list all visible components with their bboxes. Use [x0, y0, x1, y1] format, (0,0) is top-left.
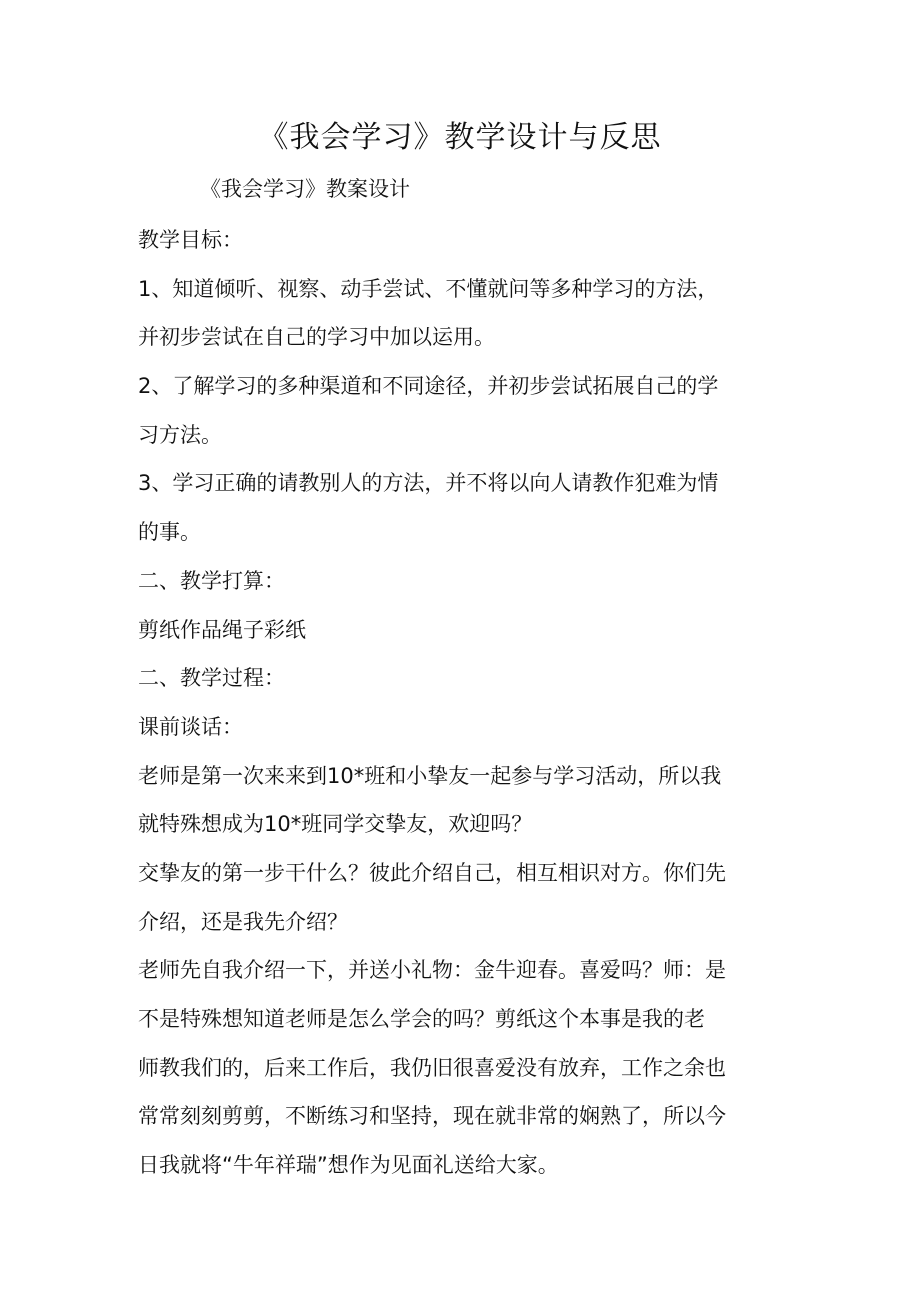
paragraph-line: 习方法。 [138, 422, 222, 447]
paragraph-line: 介绍，还是我先介绍？ [138, 909, 348, 934]
paragraph-line: 剪纸作品绳子彩纸 [138, 617, 306, 642]
heading-objectives: 教学目标： [138, 228, 243, 252]
heading-process: 二、教学过程： [138, 666, 285, 691]
document-body [138, 216, 798, 1190]
heading-preparation: 二、教学打算： [138, 568, 285, 593]
document-subtitle: 《我会学习》教案设计 [200, 177, 410, 201]
paragraph-line: 老师是第一次来来到10*班和小挚友一起参与学习活动，所以我 [138, 763, 722, 788]
heading-pre-class-talk: 课前谈话： [138, 714, 243, 739]
paragraph-line: 不是特殊想知道老师是怎么学会的吗？剪纸这个本事是我的老 [138, 1007, 705, 1031]
paragraph-line: 的事。 [138, 520, 201, 545]
paragraph-line: 并初步尝试在自己的学习中加以运用。 [138, 325, 495, 350]
paragraph-line: 日我就将“牛年祥瑞”想作为见面礼送给大家。 [138, 1153, 559, 1178]
paragraph-line: 常常刻刻剪剪，不断练习和坚持，现在就非常的娴熟了，所以今 [138, 1104, 726, 1129]
paragraph-line: 师教我们的，后来工作后，我仍旧很喜爱没有放弃，工作之余也 [138, 1055, 726, 1080]
paragraph-line: 交挚友的第一步干什么？彼此介绍自己，相互相识对方。你们先 [138, 860, 726, 885]
paragraph-line: 2、了解学习的多种渠道和不同途径，并初步尝试拓展自己的学 [138, 374, 719, 399]
paragraph-line: 1、知道倾听、视察、动手尝试、不懂就问等多种学习的方法， [138, 276, 719, 301]
paragraph-line: 就特殊想成为10*班同学交挚友，欢迎吗？ [138, 812, 533, 837]
document-title: 《我会学习》教学设计与反思 [258, 120, 662, 155]
paragraph-line: 老师先自我介绍一下，并送小礼物：金牛迎春。喜爱吗？师：是 [138, 958, 726, 983]
paragraph-line: 3、学习正确的请教别人的方法，并不将以向人请教作犯难为情 [138, 471, 719, 496]
